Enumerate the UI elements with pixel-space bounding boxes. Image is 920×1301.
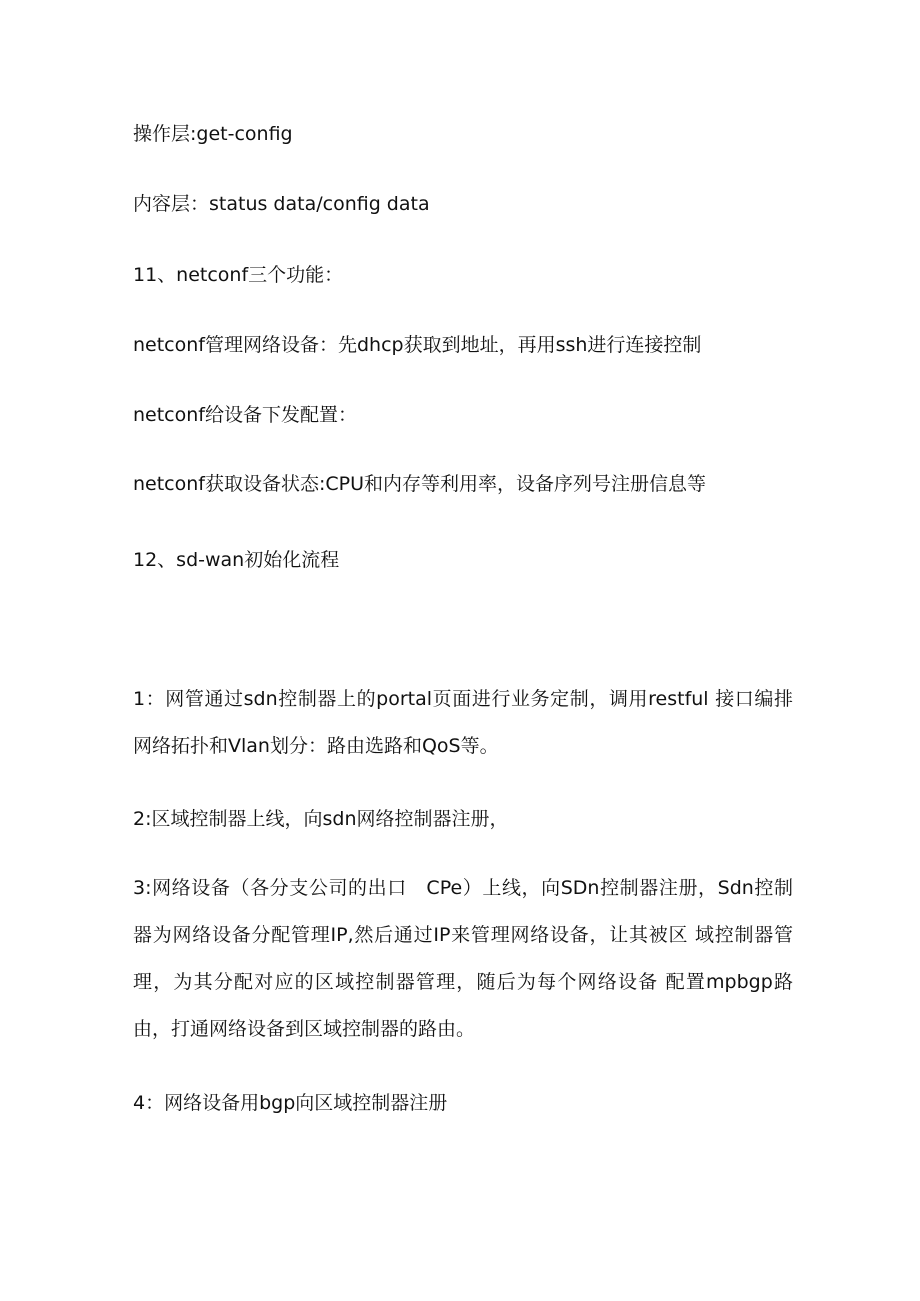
text-line-netconf-config: netconf给设备下发配置：: [133, 404, 357, 426]
heading-sdwan-init: 12、sd-wan初始化流程: [133, 549, 340, 571]
text-line-operation-layer: 操作层:get-config: [133, 123, 293, 145]
text-line-netconf-manage: netconf管理网络设备：先dhcp获取到地址，再用ssh进行连接控制: [133, 334, 702, 356]
heading-netconf-functions: 11、netconf三个功能：: [133, 264, 344, 286]
step-2-paragraph: 2:区域控制器上线，向sdn网络控制器注册，: [133, 808, 509, 830]
step-1-paragraph: 1：网管通过sdn控制器上的portal页面进行业务定制，调用restful 接口编排网络拓扑和Vlan划分：路由选路和QoS等。: [133, 688, 793, 757]
step-4-paragraph: 4：网络设备用bgp向区域控制器注册: [133, 1092, 448, 1114]
text-line-content-layer: 内容层：status data/config data: [133, 193, 430, 215]
text-line-netconf-status: netconf获取设备状态:CPU和内存等利用率，设备序列号注册信息等: [133, 473, 707, 495]
step-3-paragraph: 3:网络设备（各分支公司的出口 CPe）上线，向SDn控制器注册，Sdn控制器为网络设备分配管理IP,然后通过IP来管理网络设备，让其被区 域控制器管理，为其分配对应的区域控制器管理，随后为每个网络设备 配置mpbgp路由，打通网络设备到区域控制器的路由。: [133, 877, 793, 1040]
